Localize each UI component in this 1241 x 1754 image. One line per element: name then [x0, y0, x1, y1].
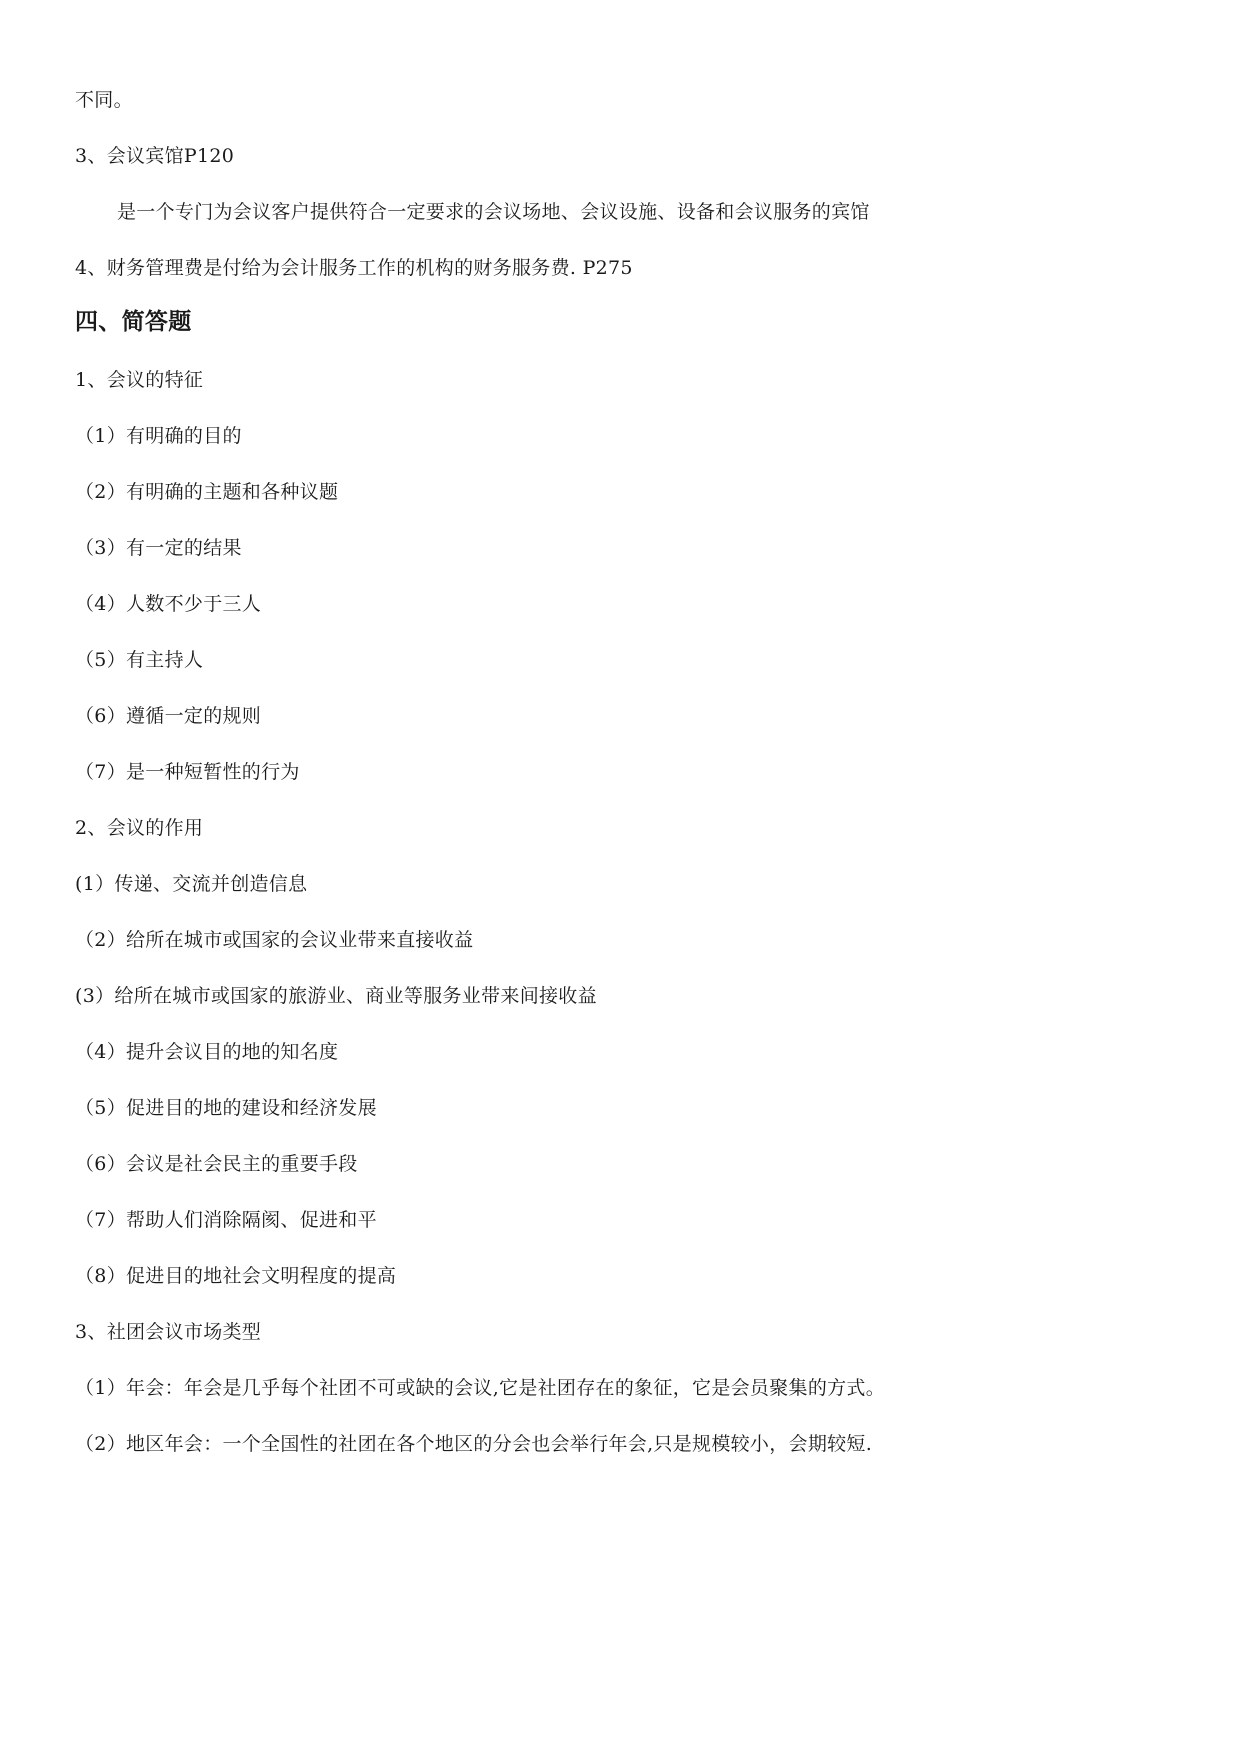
list-item: （5）有主持人 — [75, 649, 204, 671]
question-heading: 1、会议的特征 — [75, 369, 204, 391]
term-definition: 是一个专门为会议客户提供符合一定要求的会议场地、会议设施、设备和会议服务的宾馆 — [117, 201, 870, 223]
list-item: (3）给所在城市或国家的旅游业、商业等服务业带来间接收益 — [75, 985, 597, 1007]
list-item: （7）帮助人们消除隔阂、促进和平 — [75, 1209, 377, 1231]
term-definition: 4、财务管理费是付给为会计服务工作的机构的财务服务费. P275 — [75, 257, 633, 279]
question-heading: 3、社团会议市场类型 — [75, 1321, 262, 1343]
list-item: （1）年会：年会是几乎每个社团不可或缺的会议,它是社团存在的象征，它是会员聚集的方式。 — [75, 1377, 886, 1399]
list-item: （6）会议是社会民主的重要手段 — [75, 1153, 358, 1175]
section-heading: 四、简答题 — [75, 309, 192, 335]
list-item: （8）促进目的地社会文明程度的提高 — [75, 1265, 397, 1287]
term-heading: 3、会议宾馆P120 — [75, 145, 235, 167]
list-item: （2）给所在城市或国家的会议业带来直接收益 — [75, 929, 474, 951]
list-item: （6）遵循一定的规则 — [75, 705, 262, 727]
list-item: （2）有明确的主题和各种议题 — [75, 481, 339, 503]
list-item: （7）是一种短暂性的行为 — [75, 761, 300, 783]
list-item: （1）有明确的目的 — [75, 425, 242, 447]
question-heading: 2、会议的作用 — [75, 817, 204, 839]
list-item: （2）地区年会：一个全国性的社团在各个地区的分会也会举行年会,只是规模较小，会期较短. — [75, 1433, 873, 1455]
list-item: （4）人数不少于三人 — [75, 593, 262, 615]
list-item: (1）传递、交流并创造信息 — [75, 873, 308, 895]
list-item: （4）提升会议目的地的知名度 — [75, 1041, 339, 1063]
text-line: 不同。 — [75, 89, 133, 111]
list-item: （5）促进目的地的建设和经济发展 — [75, 1097, 377, 1119]
list-item: （3）有一定的结果 — [75, 537, 242, 559]
